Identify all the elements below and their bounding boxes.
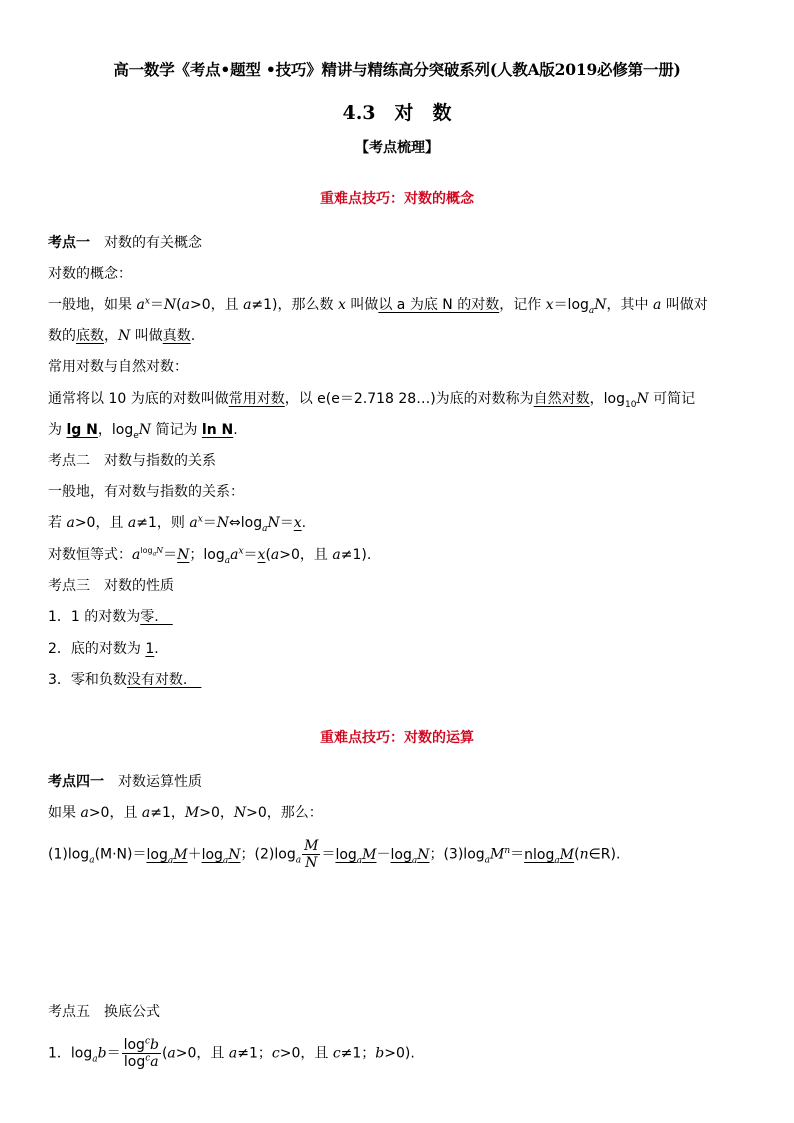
definition-line-1: 一般地，如果 $a^x=N(a>0$，且 a≠1)，那么数 x 叫做以 a 为底 N 的对数，记作 $x=\log_aN$，其中 a 叫做对 bbox=[48, 296, 708, 316]
kp1-title: 对数的有关概念 bbox=[104, 235, 202, 251]
property-2: 2．底的对数为 1. bbox=[48, 641, 159, 657]
kp3-label: 考点三 bbox=[48, 578, 90, 594]
kp5-heading bbox=[48, 1002, 160, 1022]
series-title: 高一数学《考点•题型 •技巧》精讲与精练高分突破系列(人教A版2019必修第一册) bbox=[113, 60, 681, 79]
change-of-base-formula: 1．$\log_ab=$ $\frac{\log^cb}{\log^ca}$ (a>0，且 a≠1；c>0，且 c≠1；b>0). bbox=[48, 1036, 415, 1070]
kp5-title: 换底公式 bbox=[104, 1004, 160, 1020]
kp4-label: 考点四一 bbox=[48, 774, 104, 790]
kp3-title: 对数的性质 bbox=[104, 578, 174, 594]
kp1-heading bbox=[48, 233, 202, 253]
kp2-heading bbox=[48, 451, 216, 471]
kp5-label: 考点五 bbox=[48, 1004, 90, 1020]
common-line-2: 为 lg N，$\log_eN$ 简记为 ln N. bbox=[48, 422, 238, 441]
subtitle: 【考点梳理】 bbox=[355, 140, 439, 156]
definition-line-2: 数的底数，N 叫做真数. bbox=[48, 328, 196, 344]
kp2-label: 考点二 bbox=[48, 453, 90, 469]
property-1: 1．1 的对数为零. bbox=[48, 609, 173, 625]
relation-intro: 一般地，有对数与指数的关系： bbox=[48, 484, 244, 500]
fraction-m-over-n: $\frac{M}{N}$ bbox=[304, 838, 319, 871]
kp4-heading bbox=[48, 772, 202, 792]
identity-line: 对数恒等式：$a^{log_aN}=N$；$\log_aa^x=x(a>0$，且 a≠1). bbox=[48, 546, 372, 566]
fraction-change-of-base: $\frac{\log^cb}{\log^ca}$ bbox=[123, 1036, 159, 1070]
property-3: 3．零和负数没有对数. bbox=[48, 672, 202, 688]
kp1-label: 考点一 bbox=[48, 235, 90, 251]
common-label: 常用对数与自然对数： bbox=[48, 359, 188, 375]
section-title: 4.3 对 数 bbox=[342, 102, 452, 124]
concept-label: 对数的概念： bbox=[48, 266, 132, 282]
kp2-title: 对数与指数的关系 bbox=[104, 453, 216, 469]
operation-formulas: $(1)\log_a(M\cdot N)=\log_aM+\log_aN$；$(2)\log_a$ $\frac{M}{N}$ $=\log_aM-\log_aN$；$(3)\log_aM^n=nlog_aM(n\in R)$. bbox=[48, 838, 621, 871]
part2-heading: 重难点技巧：对数的运算 bbox=[320, 730, 474, 746]
condition-line: 如果 a>0，且 a≠1，M>0，N>0，那么： bbox=[48, 805, 323, 821]
definition-term: 以 a 为底 N 的对数 bbox=[378, 297, 500, 313]
part1-heading: 重难点技巧：对数的概念 bbox=[320, 191, 474, 207]
relation-line: 若 a>0，且 a≠1，则 $a^x=N\Leftrightarrow\log_aN=x$. bbox=[48, 514, 307, 534]
kp3-heading bbox=[48, 576, 174, 596]
common-line-1: 通常将以 10 为底的对数叫做常用对数，以 e(e＝2.718 28…)为底的对数称为自然对数，$\log_{10}N$ 可简记 bbox=[48, 391, 696, 410]
kp4-title: 对数运算性质 bbox=[118, 774, 202, 790]
